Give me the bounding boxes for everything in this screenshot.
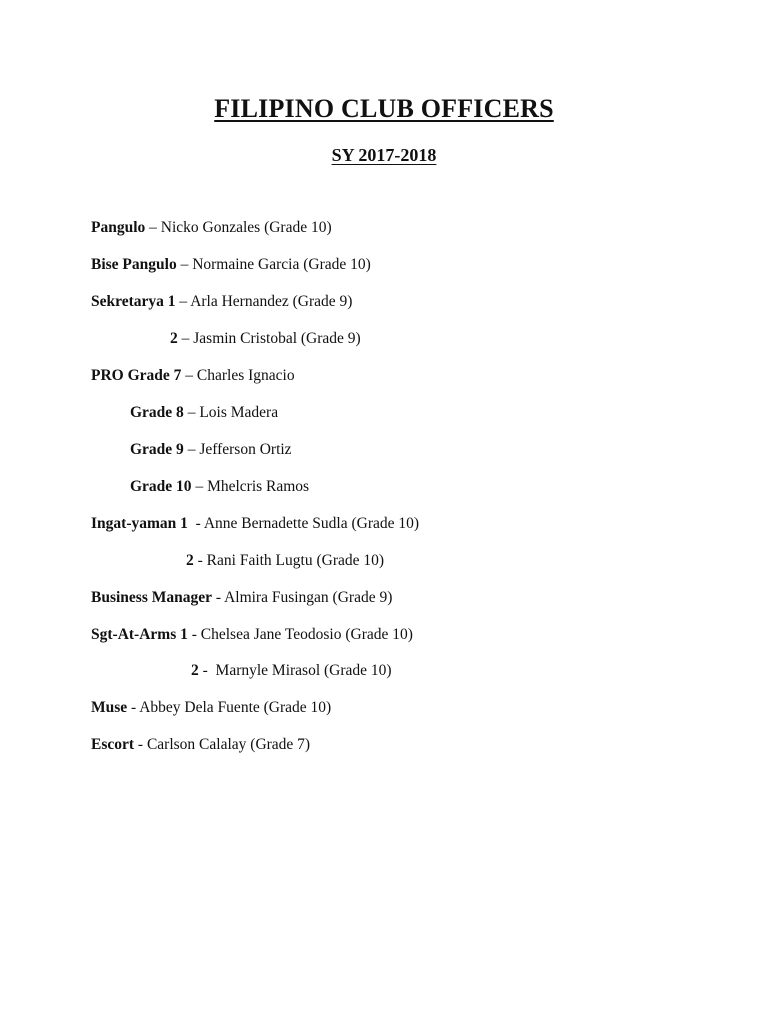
officer-separator: – <box>181 367 197 384</box>
officer-role: 2 <box>170 330 178 347</box>
officer-separator: - <box>134 736 147 753</box>
officer-row <box>91 588 392 608</box>
officer-role: Pangulo <box>91 219 146 236</box>
officer-role: Escort <box>91 736 135 753</box>
officer-row <box>91 255 371 275</box>
officer-name: Mhelcris Ramos <box>207 478 310 495</box>
officer-separator: - <box>193 552 207 569</box>
officer-row <box>91 292 352 312</box>
officer-row <box>91 625 413 645</box>
officer-row <box>130 477 309 497</box>
page-subtitle: SY 2017-2018 <box>331 145 437 165</box>
officer-separator: – <box>177 330 194 347</box>
officer-name: Anne Bernadette Sudla (Grade 10) <box>203 515 420 532</box>
officer-name: Jasmin Cristobal (Grade 9) <box>193 330 361 347</box>
officer-role: 2 <box>191 662 199 679</box>
officer-row <box>186 551 384 571</box>
officer-separator: - <box>127 699 140 716</box>
officer-role: Bise Pangulo <box>91 256 177 273</box>
officer-name: Lois Madera <box>199 404 279 421</box>
page-title: FILIPINO CLUB OFFICERS <box>214 94 554 123</box>
officer-role: Muse <box>91 699 128 716</box>
officer-separator: – <box>183 441 200 458</box>
officer-name: Rani Faith Lugtu (Grade 10) <box>206 552 385 569</box>
officer-role: Sekretarya 1 <box>91 293 176 310</box>
officer-separator: - <box>212 589 225 606</box>
officer-name: Marnyle Mirasol (Grade 10) <box>215 662 392 679</box>
officer-row <box>91 366 295 386</box>
officer-name: Abbey Dela Fuente (Grade 10) <box>139 699 332 716</box>
officer-separator: – <box>175 293 191 310</box>
officer-separator: – <box>176 256 193 273</box>
officer-row <box>170 329 361 349</box>
officer-separator: – <box>145 219 161 236</box>
officer-role: Grade 9 <box>130 441 184 458</box>
officer-name: Normaine Garcia (Grade 10) <box>192 256 371 273</box>
officer-role: Ingat-yaman 1 <box>91 515 188 532</box>
officer-row <box>191 661 392 681</box>
officer-name: Carlson Calalay (Grade 7) <box>146 736 311 753</box>
officer-name: Jefferson Ortiz <box>199 441 292 458</box>
officer-separator: - <box>187 626 201 643</box>
officer-separator: - <box>198 662 216 679</box>
officer-row <box>91 514 419 534</box>
officer-separator: - <box>187 515 204 532</box>
officer-name: Charles Ignacio <box>196 367 295 384</box>
officer-name: Nicko Gonzales (Grade 10) <box>160 219 332 236</box>
officer-separator: – <box>183 404 200 421</box>
officer-name: Chelsea Jane Teodosio (Grade 10) <box>200 626 413 643</box>
officer-separator: – <box>191 478 208 495</box>
officer-role: PRO Grade 7 <box>91 367 182 384</box>
officer-row <box>130 403 278 423</box>
officer-role: 2 <box>186 552 194 569</box>
officer-role: Grade 8 <box>130 404 184 421</box>
officer-row <box>91 698 331 718</box>
officer-name: Almira Fusingan (Grade 9) <box>224 589 393 606</box>
officer-role: Business Manager <box>91 589 212 606</box>
officer-role: Grade 10 <box>130 478 192 495</box>
officer-row <box>91 218 332 238</box>
officer-role: Sgt-At-Arms 1 <box>91 626 188 643</box>
officer-row <box>91 735 310 755</box>
officer-name: Arla Hernandez (Grade 9) <box>190 293 353 310</box>
officer-row <box>130 440 292 460</box>
